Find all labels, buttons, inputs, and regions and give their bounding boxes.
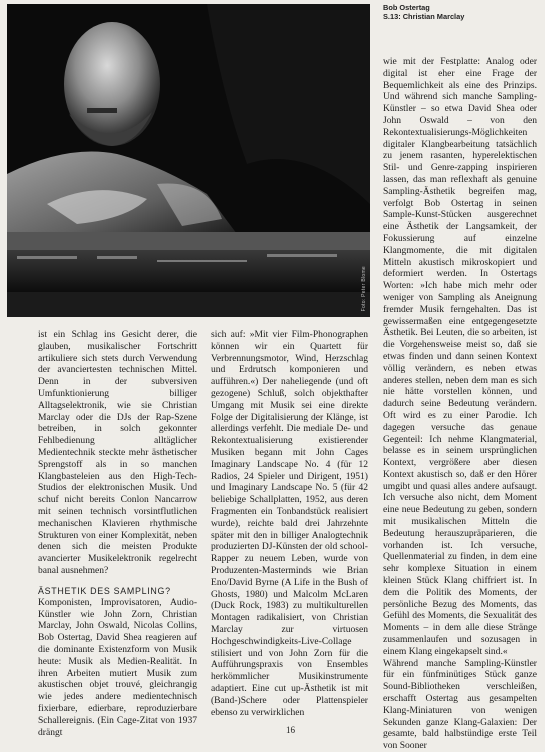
page-number: 16 (286, 725, 295, 735)
section-subheading: ÄSTHETIK DES SAMPLING? (38, 585, 171, 596)
body-paragraph: sich auf: »Mit vier Film-Phonographen können wir ein Quartett für Verbrennungsmotor, Wind, Herzschlag und Erdrutsch komponieren und aufführen.«) Der naheliegende (und oft gezogene) Schluß, solch objekthafter Umgang mit Musik sei eine direkte Folge der Digitalisierung der Klänge, ist allerdings verfehlt. Die mediale De- und Rekontextualisierung existierender Musiken begann mit John Cages Imaginary Landscape No. 4 (für 12 Radios, 24 Spieler und Dirigent, 1951) und Imaginary Landscape No. 5 (für 42 beliebige Schallplatten, 1952, aus deren Fragmenten ein Tonbandstück realisiert wurde), reichte bald drei Jahrzehnte später mit den in billiger Analogtechnik produzierten DJ-Künsten der old school-Rapper zu neuem Leben, wurde von Produzenten-Masterminds wie Brian Eno/David Byrne (A Life in the Bush of Ghosts, 1980) und Malcolm McLaren (Duck Rock, 1983) zu multikulturellen Montagen radikalisiert, von Christian Marclay zur virtuosen Hochgeschwindigkeits-Live-Collage stilisiert und von John Zorn für die Aufführungspraxis von Ensembles herkömmlicher Musikinstrumente adaptiert. Eine cut up-Ästhetik ist mit (Band-)Schere oder Plattenspieler ebenso zu verwirklichen (211, 329, 368, 718)
header-section: S.13: Christian Marclay (383, 12, 465, 21)
photograph-musician-at-keyboard (7, 4, 370, 317)
photo-credit: Foto: Peter Blome (361, 265, 367, 311)
running-header (383, 3, 464, 21)
body-paragraph: Während manche Sampling-Künstler für ein fünfminütiges Stück ganze Sound-Bibliotheken verschleißen, erschafft Ostertag aus gesampelten Klang-Miniaturen von wenigen Sekunden ganze Klang-Galaxien: Der gesamte, bald halbstündige erste Teil von Sooner (383, 657, 537, 752)
text-column-3 (383, 56, 537, 752)
body-paragraph: Komponisten, Improvisatoren, Audio-Künstler wie John Zorn, Christian Marclay, John Oswald, Nicolas Collins, Bob Ostertag, David Shea reagieren auf die dominante Existenzform von Musik heute: Musik als Medien-Realität. In ihren Arbeiten mutiert Musik zum akustischen objet trouvé, gleichrangig wie jedes andere medientechnisch fixierbare, edierbare, reproduzierbare Schallereignis. (Ein Cage-Zitat von 1937 drängt (38, 596, 197, 738)
header-author: Bob Ostertag (383, 3, 430, 12)
body-paragraph: ist ein Schlag ins Gesicht derer, die glauben, musikalischer Fortschritt artikuliere sich stets durch Verwendung der avanciertesten technischen Mittel. Denn in der subversiven Umfunktionierung billiger Alltagselektronik, wie sie Christian Marclay oder die DJs der Rap-Szene betreiben, in solch gekonnter Fehlbedienung alltäglicher Medientechnik steckte mehr ästhetischer Sprengstoff als in so manchen Klangbasteleien aus den High-Tech-Studios der elektronischen Musik. Und schuf nicht bereits Conlon Nancarrow mit seinen technisch vorsintflutlichen mechanischen Klavieren rhythmische Strukturen von einer Komplexität, neben denen sich die meisten Produkte avancierter Musikelektronik regelrecht banal ausnehmen? (38, 329, 197, 576)
text-column-2 (211, 329, 368, 718)
photo-illustration (7, 4, 370, 317)
text-column-1 (38, 329, 197, 738)
body-paragraph: wie mit der Festplatte: Analog oder digital ist eher eine Frage der Bequemlichkeit als eine des Prinzips. Und während sich manche Sampling-Künstler – so etwa David Shea oder John Oswald – von den Rekontextualisierungs-Möglichkeiten digitaler Klangbearbeitung tatsächlich zu jenem rasanten, hyperelektischen Stil- und Genre-zapping inspirieren lassen, das man reflexhaft als genuine Sampling-Ästhetik begreifen mag, verfolgt Bob Ostertag in seinen Sample-Kunst-Stücken ausgerechnet eine Ästhetik der Langsamkeit, der Fokussierung auf einzelne Klangmomente, die mit digitalen Mitteln akustisch mikroskopiert und deformiert werden. In Ostertags Worten: »Ich habe mich mehr oder weniger von Sampling als Aneignung fremder Musik ferngehalten. Das ist gewissermaßen eine entgegengesetzte Ästhetik. Bei Leuten, die so arbeiten, ist die Vorgehensweise meist so, daß sie etwas finden und dann seinen Kontext völlig verändern, es neben etwas anderes stellen, neben dem man es sich nie hätte vorstellen können, und dadurch seine Bedeutung verändern. Oft wird es zu einer Parodie. Ich dagegen versuche das genaue Gegenteil: Ich nehme Klangmaterial, belasse es in seinem ursprünglichen Kontext, vergrößere aber diesen Kontext akustisch so, daß er den Hörer umgibt und quasi alles andere aufsaugt. Ich versuche also nicht, dem Moment eine neue Bedeutung zu geben, sondern mit musikalischen Mitteln die Bedeutung herauszupräparieren, die vorhanden ist. Ich versuche, Quellenmaterial zu finden, in dem eine sehr komplexe Situation in einem kleinen Stück Klang chiffriert ist. In dem die Politik des Moments, der persönliche Bezug des Moments, das Gefühl des Moments, die Sexualität des Moments – in dem alle diese Stränge zusammenlaufen und sozusagen in einem Klang eingekapselt sind.« (383, 56, 537, 657)
